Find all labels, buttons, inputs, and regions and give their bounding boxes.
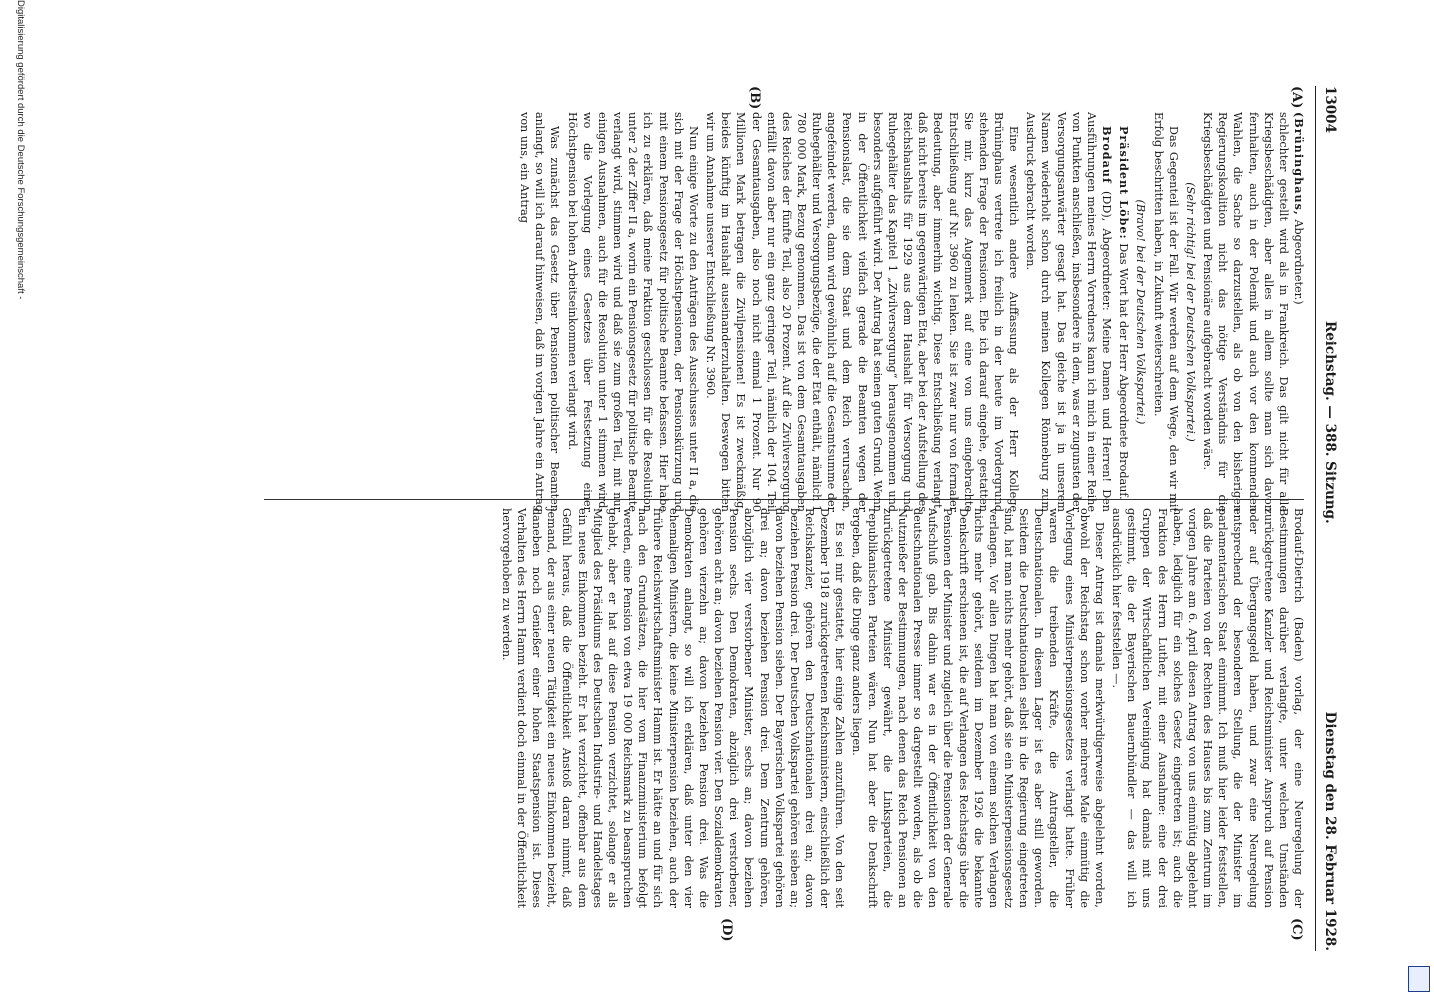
paragraph: Brodauf-Dietrich (Baden) vorlag, der eine Neuregelung der Bestimmungen darüber verlangte, unter welchen Umständen zurückgetretene Kanzler und Reichsminister Anspruch auf Pension oder auf Übergangsgeld haben, und zwar eine Neuregelung entsprechend der besonderen Stellung, die der Minister im parlamentarischen Staat einnimmt. Ich muß hier leider feststellen, daß die Parteien von der Rechten des Hauses bis zum Zentrum im vorigen Jahre am 6. April diesen Antrag von uns einmütig abgelehnt haben, lediglich für ein solches Gesetz eingetreten ist; auch die Fraktion des Herrn Luther, mit einer Ausnahme: eine der drei Gruppen der Wirtschaftlichen Vereinigung hat damals mit uns gestimmt, die der Bayerischen Bauernbündler — das will ich ausdrücklich hier feststellen —. <box>1110 508 1305 908</box>
speaker-name: Brodauf <box>1100 126 1115 184</box>
digitization-credit: Digitalisierung gefördert durch die Deutsche Forschungsgemeinschaft - <box>15 0 26 300</box>
margin-marker-d: (D) <box>719 918 734 942</box>
paragraph <box>1023 112 1114 512</box>
paragraph: Dieser Antrag ist damals merkwürdigerweise abgelehnt worden, obwohl der Reichstag schon vorher mehrere Male einmütig die Vorlegung eines Ministerpensionsgesetzes verlangt hatte. Früher waren die treibenden Kräfte, die Antragsteller, die Deutschnationalen. In diesem Lager ist es aber still geworden. Seitdem die Deutschnationalen selbst in die Regierung eingetreten sind, hat man nichts mehr gehört, daß sie ein Ministerpensionsgesetz verlangen. Vor allen Dingen hat man von einem solchen Verlangen nichts mehr gehört, seitdem im Dezember 1926 die bekannte Denkschrift erschienen ist, die auf Verlangen des Reichstags über die Pensionen der Minister und zugleich über die Pensionen der Generale Aufschluß gab. Bis dahin war es in der Öffentlichkeit von den deutschnationalen Presse immer so dargestellt worden, als ob die Nutznießer der Bestimmungen, nach denen das Reich Pensionen an zurückgetretene Minister gewährt, die Linksparteien, die republikanischen Parteien wären. Nun hat aber die Denkschrift ergeben, daß die Dinge ganz anders liegen. <box>850 508 1106 908</box>
paragraph <box>1200 112 1306 512</box>
paragraph: Eine wesentlich andere Auffassung als der Herr Kollege Brüninghaus vertrete ich freilich in der heute im Vordergrund stehenden Frage der Pensionen. Ehe ich darauf eingehe, gestatten Sie mir, kurz das Augenmerk auf eine von uns eingebrachte Entschließung auf Nr. 3960 zu lenken. Sie ist zwar nur von formaler Bedeutung, aber immerhin wichtig. Diese Entschließung verlangt, daß nicht bereits im gegenwärtigen Etat, aber bei der Aufstellung des Reichshaushalts für 1929 aus dem Haushalt für Versorgung und Ruhegehälter das Kapitel 1 „Zivilversorgung“ herausgenommen und besonders aufgeführt wird. Der Antrag hat seinen guten Grund. Wenn in der Öffentlichkeit vielfach gerade die Beamten wegen der Pensionslast, die sie dem Staat und dem Reich verursachen, angefeindet werden, dann wird gewöhnlich auf die Gesamtsumme der Ruhegehälter und Versorgungsbezüge, die der Etat enthält, nämlich 1 780 000 Mark, Bezug genommen. Das ist von dem Gesamtausgaben des Reiches der fünfte Teil, also 20 Prozent. Auf die Zivilversorgung entfällt davon aber nur ein ganz geringer Teil, nämlich der 104. Teil der Gesamtausgaben, also noch nicht einmal 1 Prozent. Nur 90 Millionen Mark betragen die Zivilpensionen! Es ist zweckmäßig, beides künftig im Haushalt auseinanderzuhalten. Deswegen bitten wir um Annahme unserer Entschließung Nr. 3960. <box>704 112 1021 512</box>
header-rule <box>1315 86 1316 951</box>
paragraph <box>1116 112 1131 512</box>
session-date: Dienstag den 28. Februar 1928. <box>1322 711 1338 951</box>
page-number: 13004 <box>1322 86 1338 133</box>
paragraph: Es sei mir gestattet, hier einige Zahlen anzuführen. Von den seit Dezember 1918 zurückgetretenen Reichsministern, einschließlich der Reichskanzler, gehören den Deutschnationalen drei an; davon beziehen Pension drei. Der Deutschen Volkspartei gehören sieben an; davon beziehen Pension sieben. Der Bayerischen Volkspartei gehören drei an; davon beziehen Pension drei. Dem Zentrum gehören, abzüglich vier verstorbener Minister, sechs an; davon beziehen Pension sechs. Den Demokraten, abzüglich drei verstorbener, gehören acht an; davon beziehen Pension vier. Den Sozialdemokraten gehören vierzehn an; davon beziehen Pension drei. Was die Demokraten anlangt, so will ich erklären, daß unter den vier ehemaligen Ministern, die keine Ministerpension beziehen, auch der frühere Reichswirtschaftsminister Hamm ist. Er hätte an und für sich nach den Grundsätzen, die hier vom Finanzministerium befolgt werden, eine Pension von etwa 19 000 Reichsmark zu beanspruchen gehabt, aber er hat auf diese Pension verzichtet, solange er als Mitglied des Präsidiums des Deutschen Industrie- und Handelstages ein neues Einkommen bezieht. Er hat verzichtet, offenbar aus dem Gefühl heraus, daß die Öffentlichkeit Anstoß daran nimmt, daß jemand, der aus einer neuen Tätigkeit ein neues Einkommen bezieht, daneben noch Genießer einer hohen Staatspension ist. Dieses Verhalten des Herrn Hamm verdient doch einmal in der Öffentlichkeit hervorgehoben zu werden. <box>499 508 847 908</box>
interjection: (Sehr richtig! bei der Deutschen Volkspartei.) <box>1183 182 1197 442</box>
speaker-name: (Brüninghaus, <box>1292 112 1306 216</box>
dfg-logo <box>1408 966 1430 992</box>
right-text-column <box>497 508 1306 908</box>
paragraph: Nun einige Worte zu den Anträgen des Ausschusses unter II a, die sich mit der Frage der Höchstpensionen, der Pensionskürzung und mit einem Pensionsgesetz für politische Beamte befassen. Hier habe ich zu erklären, daß meine Fraktion geschlossen für die Resolution unter 2 der Ziffer II a, worin ein Pensionsgesetz für politische Beamte verlangt wird, stimmen wird und daß sie zum großen Teil, mit nur einigen Ausnahmen, auch für die Resolution unter 1 stimmen wird, wo die Vorlegung eines Gesetzes über Festsetzung einer Höchstpension bei hohen Arbeitseinkommen verlangt wird. <box>565 112 700 512</box>
margin-marker-a: (A) <box>1289 86 1304 109</box>
speaker-role: Abgeordneter.) <box>1292 219 1305 305</box>
interjection: (Bravo! bei der Deutschen Volkspartei.) <box>1134 199 1148 425</box>
margin-marker-b: (B) <box>747 86 762 110</box>
speaker-name: Präsident Löbe: <box>1117 126 1132 240</box>
paragraph: Was zunächst das Gesetz über Pensionen politischer Beamten anlangt, so will ich darauf hinweisen, daß im vorigen Jahre ein Antrag von uns, ein Antrag <box>518 112 562 512</box>
paragraph-text: schlechter gestellt wird als in Frankreich. Das gilt nicht für alle Kriegsbeschädigten, aber alles in allem sollte man sich davon fernhalten, auch in der Polemik und auch vor den kommenden Wahlen, die Sache so darzustellen, als ob von den bisherigen Regierungskoalition nicht das nötige Verständnis für die Kriegsbeschädigten und Pensionäre aufgebracht worden wäre. <box>1201 112 1290 512</box>
paragraph-text: (DD), Abgeordneter: Meine Damen und Herren! Den Ausführungen meines Herrn Vorredners kann ich mich in einer Reihe von Punkten anschließen, insbesondere in dem, was er zugunsten der Versorgungsanwärter gesagt hat. Das gleiche ist ja in unserem Namen wiederholt schon durch meinen Kollegen Rönneburg zum Ausdruck gebracht worden. <box>1024 112 1114 512</box>
margin-marker-c: (C) <box>1289 918 1304 941</box>
paragraph-text: Das Wort hat der Herr Abgeordnete Brodauf. <box>1117 243 1131 500</box>
session-title: Reichstag. — 388. Sitzung. <box>1322 321 1338 524</box>
paragraph: Das Gegenteil ist der Fall. Wir werden auf dem Wege, den wir mit Erfolg beschritten haben, in Zukunft weiterschreiten. <box>1151 112 1180 512</box>
left-text-column <box>515 112 1306 512</box>
